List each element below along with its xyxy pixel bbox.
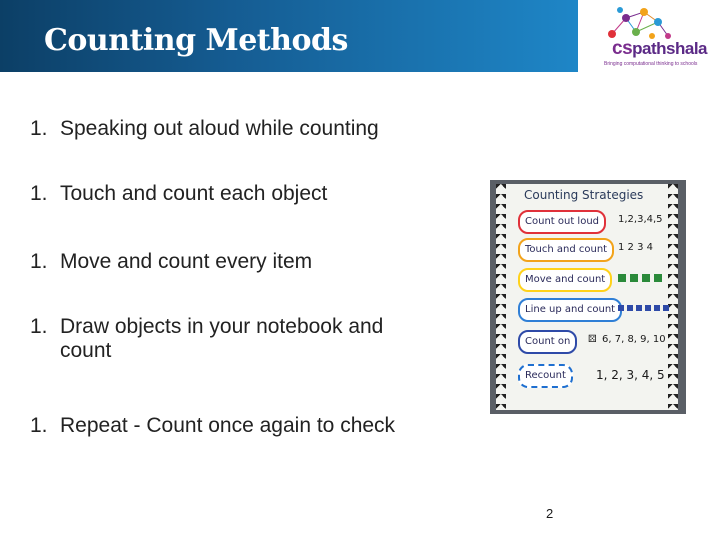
dice-icon: ⚄ xyxy=(588,334,597,345)
logo-tagline: Bringing computational thinking to schools xyxy=(604,61,698,67)
list-item xyxy=(30,117,379,141)
strategy-label: Count on xyxy=(518,330,577,354)
counting-strategies-photo xyxy=(490,180,686,414)
list-item-text: Draw objects in your notebook and count xyxy=(60,315,384,362)
strategy-extra: 1, 2, 3, 4, 5 xyxy=(596,368,665,382)
list-item-number: 1. xyxy=(30,117,48,140)
line-up-objects-icon xyxy=(618,302,672,317)
list-item-number: 1. xyxy=(30,315,48,338)
logo-wordmark xyxy=(612,38,707,60)
strategy-extra: 1,2,3,4,5 xyxy=(618,214,663,225)
cspathshala-logo xyxy=(592,4,716,70)
list-item xyxy=(30,250,312,274)
strategy-label: Touch and count xyxy=(518,238,614,262)
strategy-extra: 6, 7, 8, 9, 10 xyxy=(602,334,666,345)
page-number: 2 xyxy=(546,506,554,521)
strategies-poster xyxy=(496,184,678,410)
poster-border-right xyxy=(668,184,678,410)
slide-title: Counting Methods xyxy=(44,23,348,58)
list-item-number: 1. xyxy=(30,182,48,205)
strategy-extra: 1 2 3 4 xyxy=(618,242,653,253)
slide-header-bar xyxy=(0,0,578,72)
list-item xyxy=(30,414,395,438)
strategy-label: Line up and count xyxy=(518,298,622,322)
list-item xyxy=(30,315,440,363)
green-blocks-icon xyxy=(618,270,670,284)
blue-blocks-icon xyxy=(618,302,672,314)
list-item-text: Repeat - Count once again to check xyxy=(60,414,396,437)
list-item-number: 1. xyxy=(30,414,48,437)
move-objects-icon xyxy=(618,270,670,287)
strategy-label: Move and count xyxy=(518,268,612,292)
poster-border-left xyxy=(496,184,506,410)
logo-wordmark-cs: cs xyxy=(612,38,633,59)
list-item-text: Touch and count each object xyxy=(60,182,328,205)
logo-wordmark-rest: pathshala xyxy=(632,39,707,58)
list-item-text: Move and count every item xyxy=(60,250,313,273)
list-item-number: 1. xyxy=(30,250,48,273)
strategy-label: Recount xyxy=(518,364,573,388)
list-item xyxy=(30,182,327,206)
list-item-text: Speaking out aloud while counting xyxy=(60,117,379,140)
strategy-label: Count out loud xyxy=(518,210,606,234)
poster-title: Counting Strategies xyxy=(524,188,644,202)
